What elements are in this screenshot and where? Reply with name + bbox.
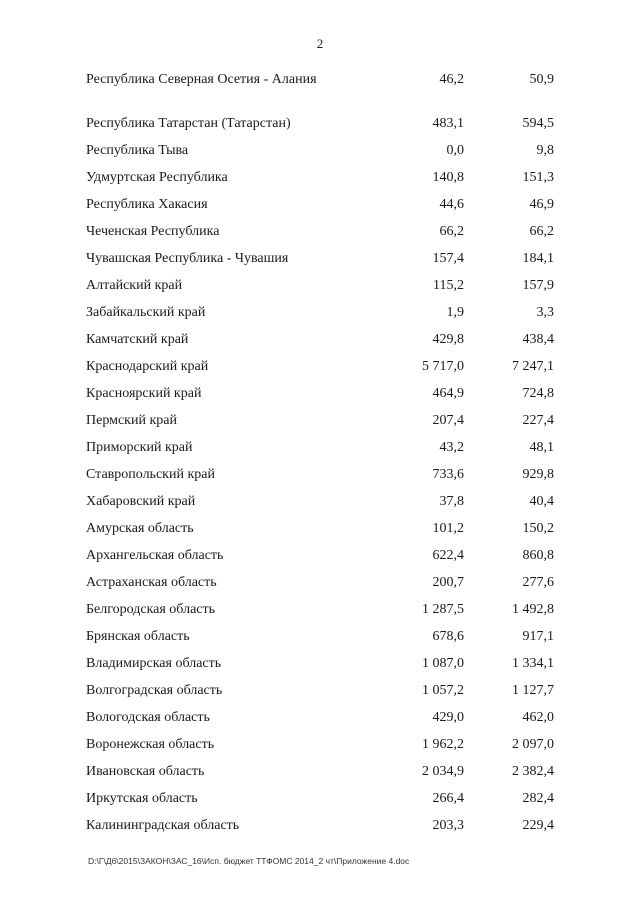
table-row: [86, 71, 566, 115]
table-row: [86, 223, 566, 250]
value-column-2: 150,2: [522, 521, 554, 536]
region-name: Красноярский край: [86, 386, 202, 401]
value-column-2: 9,8: [536, 143, 554, 158]
region-name: Республика Татарстан (Татарстан): [86, 116, 291, 131]
table-row: [86, 466, 566, 493]
value-column-1: 2 034,9: [422, 764, 464, 779]
value-column-2: 1 334,1: [512, 656, 554, 671]
file-path-footer: D:\Г\Д6\2015\ЗАКОН\ЗАС_16\Исп. бюджет ТТФОМС 2014_2 чт\Приложение 4.doc: [88, 856, 410, 866]
value-column-2: 594,5: [522, 116, 554, 131]
value-column-2: 1 127,7: [512, 683, 554, 698]
value-column-2: 462,0: [522, 710, 554, 725]
table-row: [86, 115, 566, 142]
table-row: [86, 142, 566, 169]
table-row: [86, 547, 566, 574]
table-row: [86, 493, 566, 520]
table-row: [86, 655, 566, 682]
region-name: Астраханская область: [86, 575, 217, 590]
page-number: 2: [316, 36, 324, 51]
value-column-1: 266,4: [432, 791, 464, 806]
value-column-2: 1 492,8: [512, 602, 554, 617]
region-name: Ивановская область: [86, 764, 205, 779]
value-column-1: 429,0: [432, 710, 464, 725]
table-row: [86, 169, 566, 196]
table-row: [86, 385, 566, 412]
value-column-2: 277,6: [522, 575, 554, 590]
region-name: Архангельская область: [86, 548, 224, 563]
region-name: Вологодская область: [86, 710, 210, 725]
value-column-1: 1 087,0: [422, 656, 464, 671]
region-name: Приморский край: [86, 440, 193, 455]
value-column-2: 40,4: [529, 494, 554, 509]
value-column-1: 0,0: [446, 143, 464, 158]
value-column-2: 724,8: [522, 386, 554, 401]
table-row: [86, 574, 566, 601]
table-row: [86, 790, 566, 817]
value-column-1: 203,3: [432, 818, 464, 833]
table-row: [86, 250, 566, 277]
region-name: Калининградская область: [86, 818, 240, 833]
value-column-2: 438,4: [522, 332, 554, 347]
value-column-1: 101,2: [432, 521, 464, 536]
value-column-1: 43,2: [439, 440, 464, 455]
value-column-2: 229,4: [522, 818, 554, 833]
region-name: Воронежская область: [86, 737, 215, 752]
region-name: Удмуртская Республика: [86, 170, 228, 185]
region-name: Брянская область: [86, 629, 190, 644]
value-column-1: 157,4: [432, 251, 464, 266]
value-column-1: 44,6: [439, 197, 464, 212]
table-row: [86, 628, 566, 655]
region-name: Забайкальский край: [86, 305, 206, 320]
value-column-2: 7 247,1: [512, 359, 554, 374]
region-name: Волгоградская область: [86, 683, 223, 698]
value-column-2: 282,4: [522, 791, 554, 806]
table-row: [86, 736, 566, 763]
value-column-2: 66,2: [529, 224, 554, 239]
value-column-1: 5 717,0: [422, 359, 464, 374]
value-column-2: 151,3: [522, 170, 554, 185]
value-column-1: 1 287,5: [422, 602, 464, 617]
table-row: [86, 817, 566, 844]
value-column-2: 184,1: [522, 251, 554, 266]
value-column-1: 1 057,2: [422, 683, 464, 698]
region-name: Чувашская Республика - Чувашия: [86, 251, 289, 266]
table-row: [86, 682, 566, 709]
region-name: Алтайский край: [86, 278, 183, 293]
region-name: Ставропольский край: [86, 467, 215, 482]
value-column-1: 622,4: [432, 548, 464, 563]
region-name: Пермский край: [86, 413, 177, 428]
value-column-1: 483,1: [432, 116, 464, 131]
region-name: Республика Северная Осетия - Алания: [86, 72, 317, 87]
value-column-1: 678,6: [432, 629, 464, 644]
region-name: Республика Тыва: [86, 143, 189, 158]
table-row: [86, 196, 566, 223]
region-name: Хабаровский край: [86, 494, 196, 509]
region-name: Амурская область: [86, 521, 194, 536]
value-column-1: 207,4: [432, 413, 464, 428]
value-column-1: 464,9: [432, 386, 464, 401]
region-name: Республика Хакасия: [86, 197, 208, 212]
table-row: [86, 439, 566, 466]
value-column-1: 1 962,2: [422, 737, 464, 752]
value-column-2: 2 382,4: [512, 764, 554, 779]
value-column-2: 48,1: [529, 440, 554, 455]
table-row: [86, 331, 566, 358]
region-name: Чеченская Республика: [86, 224, 220, 239]
value-column-2: 860,8: [522, 548, 554, 563]
value-column-2: 50,9: [529, 72, 554, 87]
table-row: [86, 709, 566, 736]
region-name: Иркутская область: [86, 791, 198, 806]
value-column-1: 200,7: [432, 575, 464, 590]
table-row: [86, 520, 566, 547]
value-column-1: 1,9: [446, 305, 464, 320]
region-name: Владимирская область: [86, 656, 222, 671]
value-column-1: 429,8: [432, 332, 464, 347]
table-row: [86, 304, 566, 331]
table-row: [86, 277, 566, 304]
table-row: [86, 763, 566, 790]
value-column-1: 733,6: [432, 467, 464, 482]
value-column-1: 37,8: [439, 494, 464, 509]
region-name: Краснодарский край: [86, 359, 209, 374]
value-column-2: 46,9: [529, 197, 554, 212]
value-column-2: 227,4: [522, 413, 554, 428]
budget-table: [86, 71, 566, 844]
region-name: Белгородская область: [86, 602, 216, 617]
value-column-2: 917,1: [522, 629, 554, 644]
value-column-2: 3,3: [536, 305, 554, 320]
table-row: [86, 358, 566, 385]
value-column-1: 66,2: [439, 224, 464, 239]
region-name: Камчатский край: [86, 332, 189, 347]
value-column-2: 157,9: [522, 278, 554, 293]
table-row: [86, 412, 566, 439]
value-column-1: 46,2: [439, 72, 464, 87]
table-row: [86, 601, 566, 628]
value-column-1: 115,2: [433, 278, 464, 293]
value-column-2: 2 097,0: [512, 737, 554, 752]
value-column-1: 140,8: [432, 170, 464, 185]
value-column-2: 929,8: [522, 467, 554, 482]
